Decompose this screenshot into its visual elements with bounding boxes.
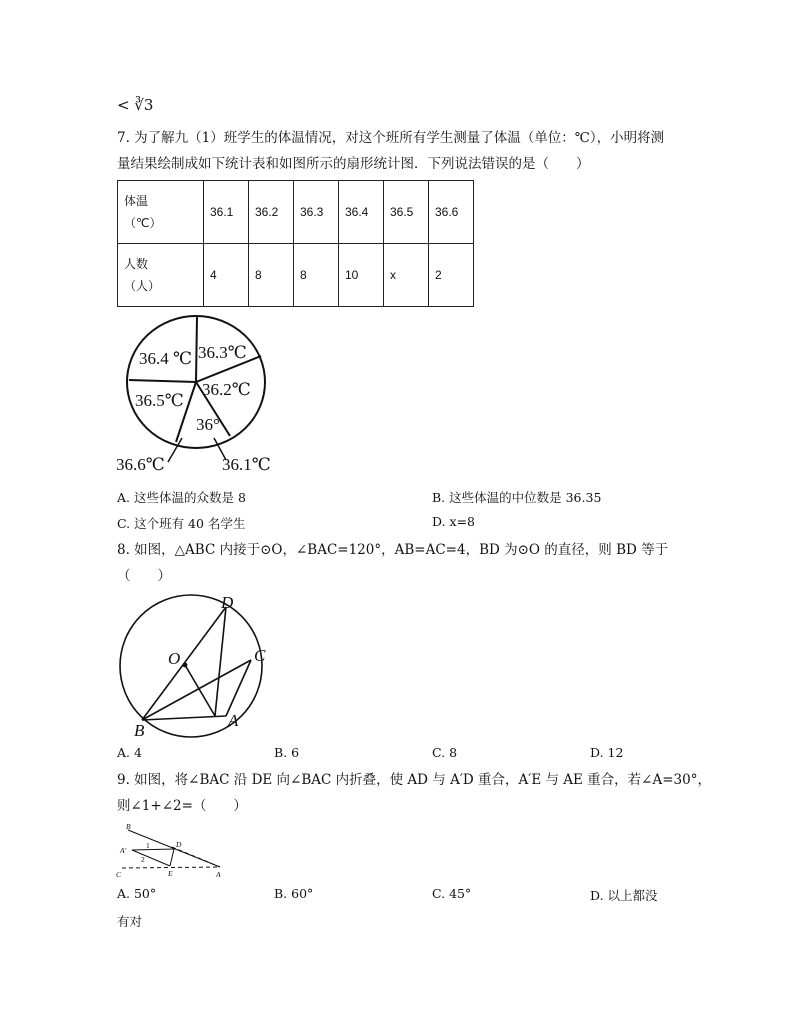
table-cell: 4 bbox=[204, 244, 249, 307]
point-label-a: A bbox=[216, 870, 221, 879]
table-label: （人） bbox=[124, 279, 161, 293]
q7-stem-line1: 7. 为了解九（1）班学生的体温情况，对这个班所有学生测量了体温（单位：℃），小明将测 bbox=[117, 130, 665, 146]
angle-label-2: 2 bbox=[141, 855, 145, 864]
table-cell: 36.3 bbox=[294, 181, 339, 244]
table-cell: 36.1 bbox=[204, 181, 249, 244]
segment-da bbox=[215, 607, 226, 716]
point-label-b: B bbox=[126, 822, 131, 831]
table-label: 人数 bbox=[124, 257, 149, 271]
pie-divider bbox=[129, 380, 196, 382]
q8-option-d[interactable]: D. 12 bbox=[590, 745, 624, 760]
q8-stem-line1: 8. 如图，△ABC 内接于⊙O，∠BAC=120°，AB=AC=4，BD 为⊙O 的直径，则 BD 等于 bbox=[117, 542, 669, 558]
table-cell: 10 bbox=[339, 244, 384, 307]
table-cell: x bbox=[384, 244, 429, 307]
segment-ape bbox=[132, 850, 170, 866]
circle-figure bbox=[110, 590, 280, 740]
q9-option-d[interactable]: D. 以上都没 bbox=[590, 888, 658, 903]
pie-chart-figure bbox=[110, 310, 300, 480]
point-label-b: B bbox=[134, 721, 145, 740]
point-label-c: C bbox=[116, 870, 122, 879]
point-label-d: D bbox=[176, 840, 182, 849]
table-label: （℃） bbox=[124, 216, 162, 230]
point-label-d: D bbox=[221, 593, 234, 612]
q9-stem-line2: 则∠1+∠2=（ ） bbox=[117, 798, 247, 814]
point-label-c: C bbox=[254, 646, 266, 665]
table-cell: 36.6 bbox=[429, 181, 474, 244]
angle-label-1: 1 bbox=[146, 841, 150, 850]
q9-option-a[interactable]: A. 50° bbox=[117, 886, 157, 901]
q9-option-b[interactable]: B. 60° bbox=[274, 886, 314, 901]
table-header-count bbox=[118, 244, 204, 307]
q7-option-d[interactable]: D. x=8 bbox=[432, 514, 475, 529]
q9-stem-line1: 9. 如图，将∠BAC 沿 DE 向∠BAC 内折叠，使 AD 与 A′D 重合，A′E 与 AE 重合，若∠A=30°， bbox=[117, 772, 711, 788]
point-label-a-prime: A′ bbox=[120, 846, 127, 855]
q7-stem-line2: 量结果绘制成如下统计表和如图所示的扇形统计图．下列说法错误的是（ ） bbox=[117, 156, 590, 172]
leader-line bbox=[168, 438, 182, 462]
table-label: 体温 bbox=[124, 194, 149, 208]
pie-divider bbox=[196, 316, 197, 382]
q8-option-c[interactable]: C. 8 bbox=[432, 745, 458, 760]
pie-label-36-6: 36.6℃ bbox=[116, 455, 165, 474]
table-cell: 36.4 bbox=[339, 181, 384, 244]
q7-option-c[interactable]: C. 这个班有 40 名学生 bbox=[117, 516, 246, 531]
fold-figure bbox=[112, 820, 232, 880]
table-cell: 36.2 bbox=[249, 181, 294, 244]
ray-ac bbox=[122, 867, 220, 868]
table-cell: 36.5 bbox=[384, 181, 429, 244]
segment-oa bbox=[185, 665, 215, 716]
pie-label-36-1: 36.1℃ bbox=[222, 455, 271, 474]
q7-option-b[interactable]: B. 这些体温的中位数是 36.35 bbox=[432, 490, 602, 505]
table-row bbox=[118, 244, 474, 307]
pie-label-36-5: 36.5℃ bbox=[135, 391, 184, 410]
q7-option-a[interactable]: A. 这些体温的众数是 8 bbox=[117, 490, 246, 505]
pie-label-angle: 36° bbox=[196, 415, 220, 434]
segment-de bbox=[170, 849, 174, 866]
table-cell: 8 bbox=[249, 244, 294, 307]
center-point-o bbox=[183, 663, 188, 668]
top-fragment: < ∛3 bbox=[117, 96, 154, 114]
q9-option-d-continuation: 有对 bbox=[117, 914, 143, 929]
table-row bbox=[118, 181, 474, 244]
point-label-a: A bbox=[228, 711, 239, 730]
segment-ba bbox=[142, 716, 226, 720]
pie-label-36-3: 36.3℃ bbox=[198, 343, 247, 362]
temperature-table bbox=[117, 180, 474, 307]
point-label-o: O bbox=[168, 649, 181, 668]
table-cell: 8 bbox=[294, 244, 339, 307]
q8-option-a[interactable]: A. 4 bbox=[117, 745, 142, 760]
segment-ac bbox=[226, 660, 251, 716]
table-header-temp bbox=[118, 181, 204, 244]
point-label-e: E bbox=[168, 869, 173, 878]
q9-option-c[interactable]: C. 45° bbox=[432, 886, 472, 901]
pie-label-36-4: 36.4 ℃ bbox=[139, 349, 193, 368]
q8-option-b[interactable]: B. 6 bbox=[274, 745, 300, 760]
table-cell: 2 bbox=[429, 244, 474, 307]
pie-label-36-2: 36.2℃ bbox=[202, 380, 251, 399]
segment-apd bbox=[132, 849, 174, 850]
q8-stem-line2: （ ） bbox=[117, 568, 171, 584]
